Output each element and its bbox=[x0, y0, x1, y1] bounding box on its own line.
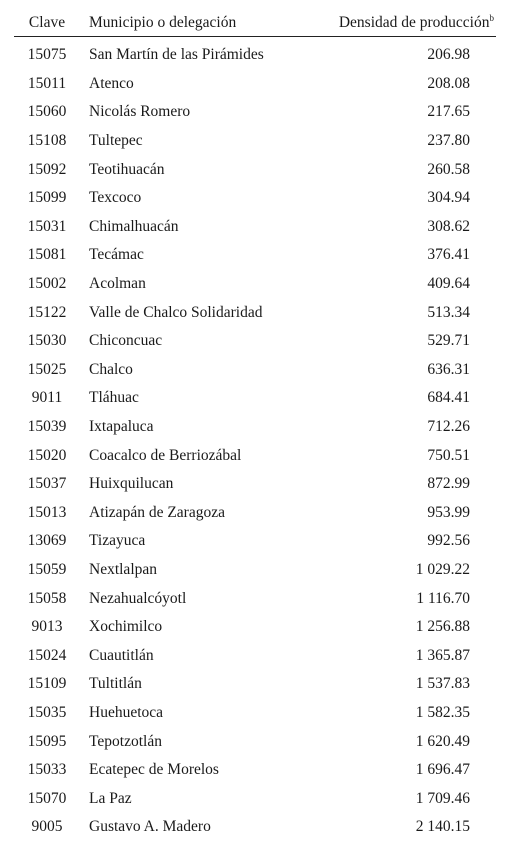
table-body bbox=[14, 37, 496, 842]
table-row bbox=[14, 213, 496, 242]
clave-cell: 15011 bbox=[27, 74, 67, 92]
municipio-cell: Teotihuacán bbox=[89, 160, 165, 178]
clave-cell: 15099 bbox=[27, 189, 67, 207]
municipio-cell: Huehuetoca bbox=[89, 703, 164, 721]
clave-cell: 15070 bbox=[27, 789, 67, 807]
densidad-cell: 206.98 bbox=[427, 46, 470, 64]
table-row bbox=[14, 98, 496, 127]
municipio-cell: San Martín de las Pirámides bbox=[89, 46, 264, 64]
densidad-cell: 304.94 bbox=[427, 189, 470, 207]
table-row bbox=[14, 298, 496, 327]
table-row bbox=[14, 470, 496, 499]
table-row bbox=[14, 155, 496, 184]
municipio-cell: Tultitlán bbox=[89, 675, 142, 693]
header-row bbox=[14, 10, 496, 37]
header-densidad-footnote-marker: b bbox=[489, 12, 494, 23]
table-row bbox=[14, 813, 496, 842]
densidad-cell: 1 116.70 bbox=[416, 589, 470, 607]
table-row bbox=[14, 613, 496, 642]
clave-cell: 15002 bbox=[27, 275, 67, 293]
municipio-cell: Ixtapaluca bbox=[89, 418, 154, 436]
table-row bbox=[14, 241, 496, 270]
table-row bbox=[14, 584, 496, 613]
densidad-cell: 636.31 bbox=[427, 360, 470, 378]
densidad-cell: 1 365.87 bbox=[415, 646, 470, 664]
densidad-cell: 260.58 bbox=[427, 160, 470, 178]
municipio-cell: Valle de Chalco Solidaridad bbox=[89, 303, 263, 321]
table-row bbox=[14, 699, 496, 728]
clave-cell: 9013 bbox=[31, 618, 63, 636]
clave-cell: 15020 bbox=[27, 446, 67, 464]
densidad-cell: 208.08 bbox=[427, 74, 470, 92]
densidad-cell: 1 029.22 bbox=[415, 560, 470, 578]
municipio-cell: Tláhuac bbox=[89, 389, 139, 407]
header-densidad bbox=[310, 10, 496, 37]
clave-cell: 15081 bbox=[27, 246, 67, 264]
clave-cell: 15075 bbox=[27, 46, 67, 64]
densidad-cell: 953.99 bbox=[427, 503, 470, 521]
municipio-cell: Tultepec bbox=[89, 132, 143, 150]
municipio-cell: Huixquilucan bbox=[89, 475, 174, 493]
densidad-cell: 1 709.46 bbox=[415, 789, 470, 807]
densidad-cell: 217.65 bbox=[427, 103, 470, 121]
table-row bbox=[14, 70, 496, 99]
table-row bbox=[14, 441, 496, 470]
densidad-cell: 750.51 bbox=[427, 446, 470, 464]
table-row bbox=[14, 384, 496, 413]
clave-cell: 9005 bbox=[31, 818, 63, 836]
municipio-cell: Xochimilco bbox=[89, 618, 163, 636]
clave-cell: 15030 bbox=[27, 332, 67, 350]
clave-cell: 15092 bbox=[27, 160, 67, 178]
densidad-cell: 308.62 bbox=[427, 217, 470, 235]
clave-cell: 15122 bbox=[27, 303, 67, 321]
densidad-cell: 1 620.49 bbox=[415, 732, 470, 750]
municipio-cell: Acolman bbox=[89, 275, 146, 293]
table-row bbox=[14, 37, 496, 70]
densidad-cell: 2 140.15 bbox=[415, 818, 470, 836]
municipio-cell: Cuautitlán bbox=[89, 646, 154, 664]
clave-cell: 15024 bbox=[27, 646, 67, 664]
table-row bbox=[14, 756, 496, 785]
densidad-cell: 529.71 bbox=[427, 332, 470, 350]
municipio-cell: Tepotzotlán bbox=[89, 732, 162, 750]
clave-cell: 15058 bbox=[27, 589, 67, 607]
clave-cell: 15031 bbox=[27, 217, 67, 235]
municipio-cell: Tecámac bbox=[89, 246, 144, 264]
municipio-cell: Chiconcuac bbox=[89, 332, 163, 350]
table-header bbox=[14, 10, 496, 37]
municipio-cell: La Paz bbox=[89, 789, 132, 807]
municipio-cell: Chimalhuacán bbox=[89, 217, 179, 235]
table-row bbox=[14, 356, 496, 385]
table-row bbox=[14, 670, 496, 699]
table-row bbox=[14, 784, 496, 813]
clave-cell: 15035 bbox=[27, 703, 67, 721]
table-row bbox=[14, 641, 496, 670]
clave-cell: 15060 bbox=[27, 103, 67, 121]
densidad-cell: 1 537.83 bbox=[415, 675, 470, 693]
municipio-cell: Nextlalpan bbox=[89, 560, 158, 578]
densidad-cell: 1 256.88 bbox=[415, 618, 470, 636]
densidad-cell: 409.64 bbox=[427, 275, 470, 293]
densidad-cell: 237.80 bbox=[427, 132, 470, 150]
municipio-cell: Chalco bbox=[89, 360, 133, 378]
table-row bbox=[14, 527, 496, 556]
densidad-cell: 992.56 bbox=[427, 532, 470, 550]
densidad-cell: 712.26 bbox=[427, 418, 470, 436]
densidad-cell: 376.41 bbox=[427, 246, 470, 264]
clave-cell: 15013 bbox=[27, 503, 67, 521]
clave-cell: 15095 bbox=[27, 732, 67, 750]
clave-cell: 15109 bbox=[27, 675, 67, 693]
clave-cell: 15033 bbox=[27, 761, 67, 779]
clave-cell: 15037 bbox=[27, 475, 67, 493]
production-density-table bbox=[14, 10, 496, 842]
table-row bbox=[14, 127, 496, 156]
clave-cell: 15039 bbox=[27, 418, 67, 436]
densidad-cell: 684.41 bbox=[427, 389, 470, 407]
header-densidad-label: Densidad de producción bbox=[338, 14, 490, 31]
table-row bbox=[14, 727, 496, 756]
table-row bbox=[14, 184, 496, 213]
table-row bbox=[14, 499, 496, 528]
table-row bbox=[14, 556, 496, 585]
clave-cell: 15108 bbox=[27, 132, 67, 150]
densidad-cell: 1 582.35 bbox=[415, 703, 470, 721]
municipio-cell: Ecatepec de Morelos bbox=[89, 761, 219, 779]
clave-cell: 15059 bbox=[27, 560, 67, 578]
municipio-cell: Atenco bbox=[89, 74, 134, 92]
header-municipio: Municipio o delegación bbox=[80, 10, 310, 37]
clave-cell: 13069 bbox=[27, 532, 67, 550]
table-row bbox=[14, 270, 496, 299]
table-row bbox=[14, 327, 496, 356]
municipio-cell: Tizayuca bbox=[89, 532, 146, 550]
clave-cell: 9011 bbox=[31, 389, 63, 407]
municipio-cell: Nezahualcóyotl bbox=[89, 589, 187, 607]
clave-cell: 15025 bbox=[27, 360, 67, 378]
municipio-cell: Gustavo A. Madero bbox=[89, 818, 211, 836]
municipio-cell: Texcoco bbox=[89, 189, 142, 207]
municipio-cell: Atizapán de Zaragoza bbox=[89, 503, 225, 521]
densidad-cell: 1 696.47 bbox=[415, 761, 470, 779]
densidad-cell: 513.34 bbox=[427, 303, 470, 321]
densidad-cell: 872.99 bbox=[427, 475, 470, 493]
header-clave: Clave bbox=[14, 10, 80, 37]
municipio-cell: Nicolás Romero bbox=[89, 103, 191, 121]
table-row bbox=[14, 413, 496, 442]
municipio-cell: Coacalco de Berriozábal bbox=[89, 446, 242, 464]
